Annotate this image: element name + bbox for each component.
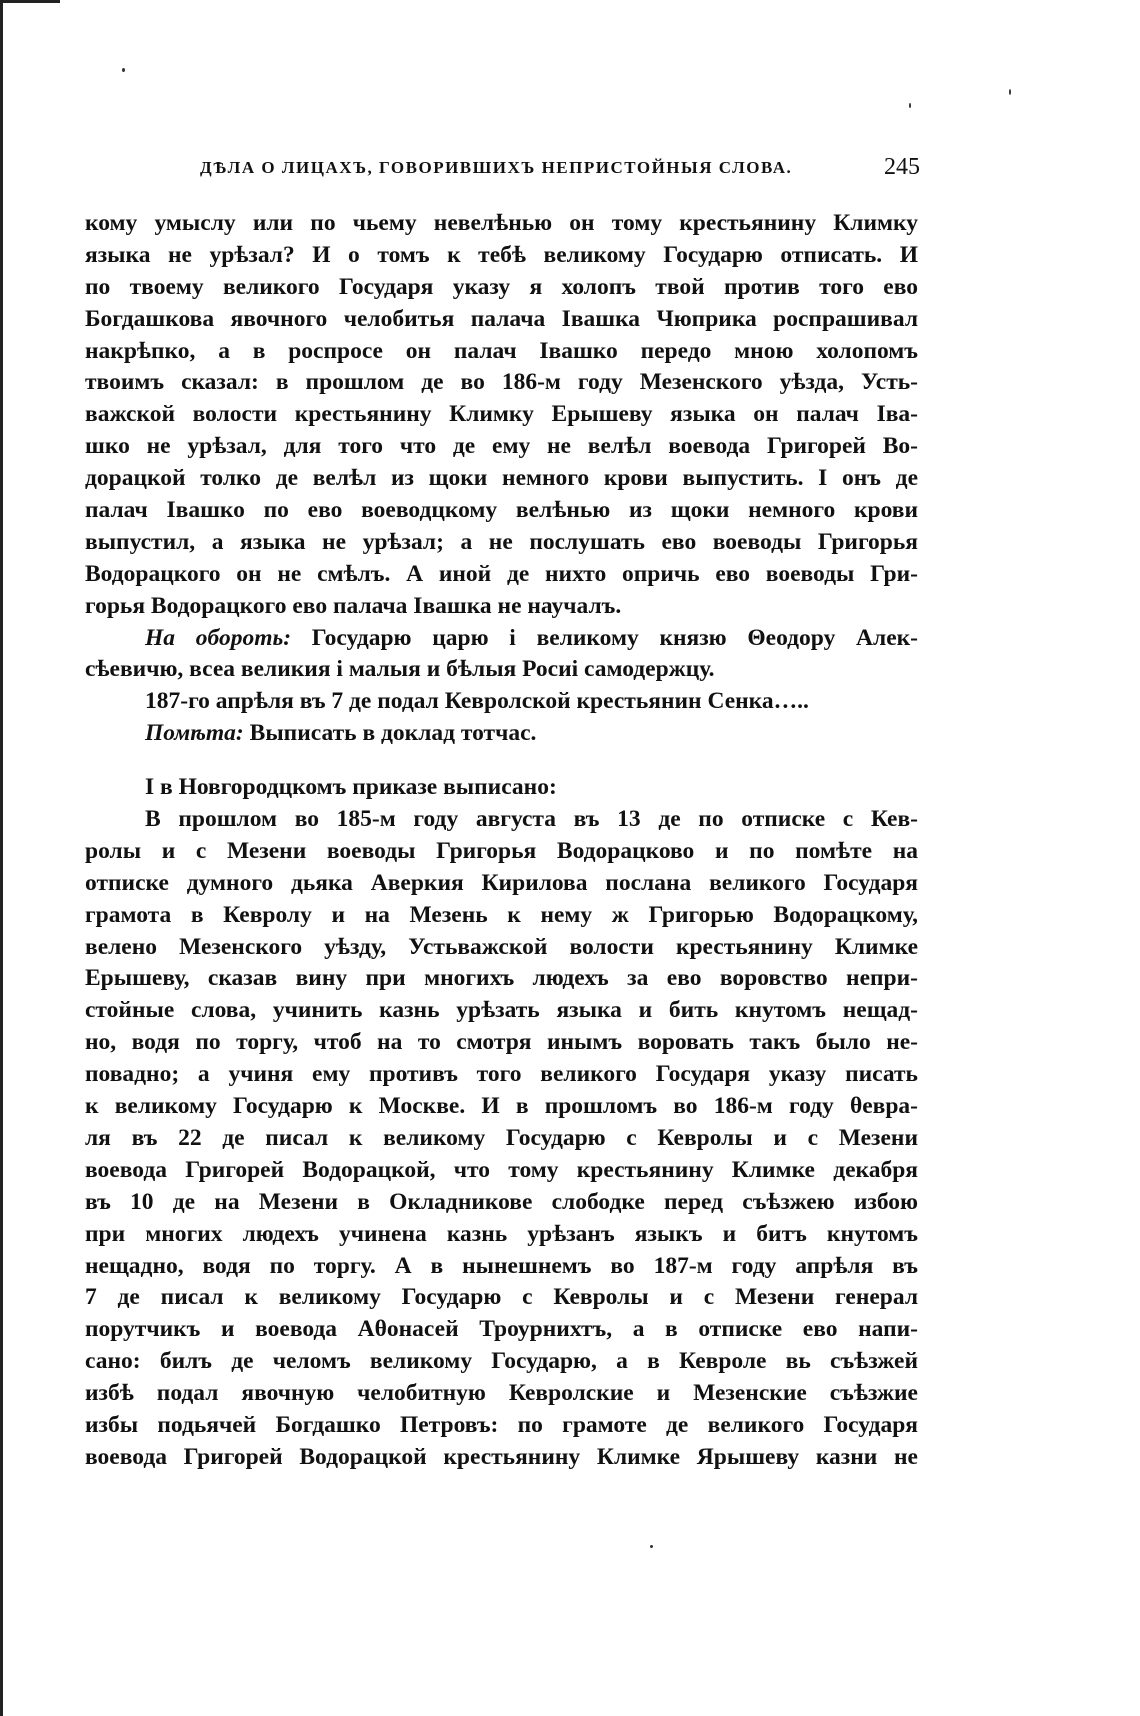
text-line: кому умыслу или по чьему невелѣнью он тому крестьянину Климку	[85, 210, 918, 236]
running-title: ДѢЛА О ЛИЦАХЪ, ГОВОРИВШИХЪ НЕПРИСТОЙНЫЯ СЛОВА.	[200, 158, 793, 177]
verso-line: сѣевичю, всеа великия і малыя и бѣлыя Росиі самодержцу.	[85, 656, 715, 683]
text-line: к великому Государю к Москве. И в прошломъ во 186-м году θевра-	[85, 1093, 918, 1120]
text-line: воевода Григорей Водорацкой крестьянину Климке Ярышеву казни не	[85, 1443, 918, 1470]
scan-edge-top	[0, 0, 60, 3]
text-line: въ 10 де на Мезени в Окладникове слободке перед съѣзжею избою	[85, 1188, 918, 1215]
text-line: выпустил, а языка не урѣзал; а не послушать ево воеводы Григорья	[85, 528, 918, 555]
text-line: палач Івашко по ево воеводцкому велѣнью из щоки немного крови	[85, 497, 918, 524]
text-line: избѣ подал явочную челобитную Кевролские и Мезенские съѣзжие	[85, 1380, 918, 1407]
running-head	[190, 154, 920, 184]
section-heading-paragraph	[85, 772, 918, 804]
text-line: 7 де писал к великому Государю с Кевролы и с Мезени генерал	[85, 1284, 918, 1311]
verso-line	[85, 623, 918, 655]
page-number: 245	[884, 154, 920, 180]
text-line: В прошлом во 185-м году августа въ 13 де по отписке с Кев-	[145, 806, 918, 833]
text-line: но, водя по торгу, чтоб на то смотря инымъ воровать такъ было не-	[85, 1029, 918, 1056]
verso-text: Государю царю і великому князю Θеодору Алек-	[311, 624, 918, 651]
section-gap	[85, 750, 918, 772]
text-line: по твоему великого Государя указу я холопъ твой против того ево	[85, 273, 918, 300]
note-line	[85, 718, 918, 750]
text-line: накрѣпко, а в роспросе он палач Івашко передо мною холопомъ	[85, 337, 918, 364]
section-heading: І в Новгородцкомъ приказе выписано:	[145, 774, 557, 801]
submission-line: 187-го апрѣля въ 7 де подал Кевролской крестьянин Сенка…..	[145, 688, 809, 715]
note-paragraph	[85, 718, 918, 750]
text-line: при многих людехъ учинена казнь урѣзанъ языкъ и битъ кнутомъ	[85, 1220, 918, 1247]
note-text: Выписать в доклад тотчас.	[249, 720, 537, 747]
scan-speck	[1009, 89, 1011, 95]
text-line: горья Водорацкого ево палача Івашка не научалъ.	[85, 592, 622, 619]
verso-label: На обороть:	[145, 624, 292, 651]
text-line: повадно; а учиня ему противъ того великого Государя указу писать	[85, 1061, 918, 1088]
paragraph-1	[85, 208, 918, 623]
submission-paragraph	[85, 686, 918, 718]
text-line: сано: билъ де челомъ великому Государю, а в Кевроле вь съѣзжей	[85, 1348, 918, 1375]
text-line: грамота в Кевролу и на Мезень к нему ж Григорью Водорацкому,	[85, 901, 918, 928]
text-line: Ерышеву, сказав вину при многихъ людехъ за ево воровство непри-	[85, 965, 918, 992]
text-line: дорацкой толко де велѣл из щоки немного крови выпустить. І онъ де	[85, 465, 918, 492]
scan-speck	[122, 68, 125, 72]
verso-paragraph	[85, 623, 918, 687]
text-line: отписке думного дьяка Аверкия Кирилова послана великого Государя	[85, 869, 918, 896]
text-line: стойные слова, учинить казнь урѣзать языка и бить кнутомъ нещад-	[85, 997, 918, 1024]
paragraph-2	[85, 804, 918, 1474]
text-line: нещадно, водя по торгу. А в нынешнемъ во 187-м году апрѣля въ	[85, 1252, 918, 1279]
text-line: твоимъ сказал: в прошлом де во 186-м году Мезенского уѣзда, Усть-	[85, 369, 918, 396]
scan-speck	[909, 103, 911, 108]
text-line: Водорацкого он не смѣлъ. А иной де нихто опричь ево воеводы Гри-	[85, 560, 918, 587]
text-line: ля въ 22 де писал к великому Государю с Кевролы и с Мезени	[85, 1124, 918, 1151]
note-label: Помѣта:	[145, 720, 244, 747]
text-line: воевода Григорей Водорацкой, что тому крестьянину Климке декабря	[85, 1156, 918, 1183]
text-line: порутчикъ и воевода Аθонасей Троурнихтъ, а в отписке ево напи-	[85, 1316, 918, 1343]
scan-edge-left	[0, 0, 3, 1716]
text-line: Богдашкова явочного челобитья палача Івашка Чюприка роспрашивал	[85, 305, 918, 332]
text-line: ролы и с Мезени воеводы Григорья Водорацково и по помѣте на	[85, 837, 918, 864]
body-text	[85, 208, 918, 1474]
text-line: важской волости крестьянину Климку Ерышеву языка он палач Іва-	[85, 401, 918, 428]
scan-speck	[650, 1545, 653, 1548]
text-line: избы подьячей Богдашко Петровъ: по грамоте де великого Государя	[85, 1411, 918, 1438]
text-line: языка не урѣзал? И о томъ к тебѣ великому Государю отписать. И	[85, 241, 918, 268]
text-line: шко не урѣзал, для того что де ему не велѣл воевода Григорей Во-	[85, 433, 918, 460]
text-line: велено Мезенского уѣзду, Устьважской волости крестьянину Климке	[85, 933, 918, 960]
